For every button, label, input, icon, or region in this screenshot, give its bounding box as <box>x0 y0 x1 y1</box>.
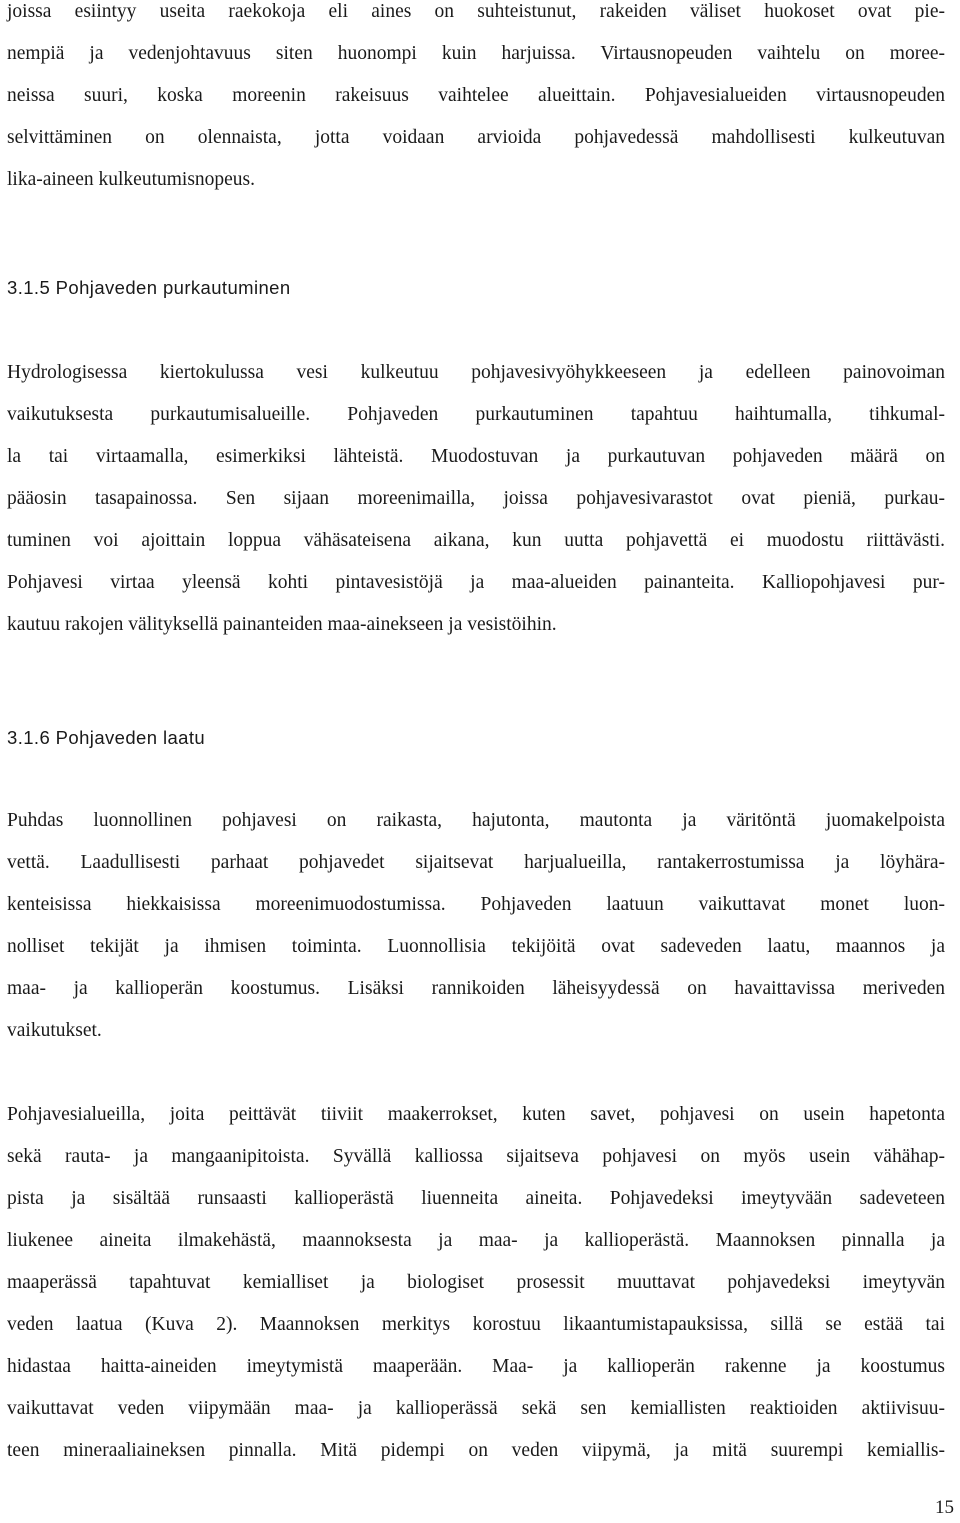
page-number: 15 <box>935 1497 954 1518</box>
paragraph-line: kautuu rakojen välityksellä painanteiden maa-ainekseen ja vesistöihin. <box>7 614 557 635</box>
paragraph-line: hidastaa haitta-aineiden imeytymistä maaperään. Maa- ja kallioperän rakenne ja koostumus <box>7 1356 945 1377</box>
section-heading: 3.1.6 Pohjaveden laatu <box>7 727 206 748</box>
paragraph-line: vettä. Laadullisesti parhaat pohjavedet sijaitsevat harjualueilla, rantakerrostumissa ja löyhära- <box>7 852 945 873</box>
paragraph-line: kenteisissa hiekkaisissa moreenimuodostumissa. Pohjaveden laatuun vaikuttavat monet luon- <box>7 894 945 915</box>
paragraph-line: maa- ja kallioperän koostumus. Lisäksi rannikoiden läheisyydessä on havaittavissa meriveden <box>7 978 945 999</box>
paragraph-line: teen mineraaliaineksen pinnalla. Mitä pidempi on veden viipymä, ja mitä suurempi kemiallis- <box>7 1440 945 1461</box>
paragraph-line: maaperässä tapahtuvat kemialliset ja biologiset prosessit muuttavat pohjavedeksi imeytyvän <box>7 1272 945 1293</box>
paragraph-line: vaikutukset. <box>7 1020 102 1041</box>
paragraph-line: Pohjavesialueilla, joita peittävät tiiviit maakerrokset, kuten savet, pohjavesi on usein hapetonta <box>7 1104 945 1125</box>
paragraph-line: tuminen voi ajoittain loppua vähäsateisena aikana, kun uutta pohjavettä ei muodostu riittävästi. <box>7 530 945 551</box>
paragraph-line: la tai virtaamalla, esimerkiksi lähteistä. Muodostuvan ja purkautuvan pohjaveden määrä on <box>7 446 945 467</box>
paragraph-line: Hydrologisessa kiertokulussa vesi kulkeutuu pohjavesivyöhykkeeseen ja edelleen painovoiman <box>7 362 945 383</box>
paragraph-line: veden laatua (Kuva 2). Maannoksen merkitys korostuu likaantumistapauksissa, sillä se estää tai <box>7 1314 945 1335</box>
paragraph-line: lika-aineen kulkeutumisnopeus. <box>7 169 256 190</box>
section-heading: 3.1.5 Pohjaveden purkautuminen <box>7 277 291 298</box>
paragraph-line: pääosin tasapainossa. Sen sijaan moreenimailla, joissa pohjavesivarastot ovat pieniä, purkau- <box>7 488 945 509</box>
paragraph-line: nempiä ja vedenjohtavuus siten huonompi kuin harjuissa. Virtausnopeuden vaihtelu on moree- <box>7 43 945 64</box>
paragraph-line: pista ja sisältää runsaasti kallioperästä liuenneita aineita. Pohjavedeksi imeytyvään sadeveteen <box>7 1188 945 1209</box>
paragraph-line: neissa suuri, koska moreenin rakeisuus vaihtelee alueittain. Pohjavesialueiden virtausnopeuden <box>7 85 945 106</box>
paragraph-line: vaikuttavat veden viipymään maa- ja kallioperässä sekä sen kemiallisten reaktioiden aktiivisuu- <box>7 1398 945 1419</box>
paragraph-line: Puhdas luonnollinen pohjavesi on raikasta, hajutonta, mautonta ja väritöntä juomakelpoista <box>7 810 945 831</box>
paragraph-line: liukenee aineita ilmakehästä, maannoksesta ja maa- ja kallioperästä. Maannoksen pinnalla ja <box>7 1230 945 1251</box>
paragraph-line: sekä rauta- ja mangaanipitoista. Syvällä kalliossa sijaitseva pohjavesi on myös usein vähähap- <box>7 1146 945 1167</box>
paragraph-line: selvittäminen on olennaista, jotta voidaan arvioida pohjavedessä mahdollisesti kulkeutuvan <box>7 127 945 148</box>
paragraph-line: joissa esiintyy useita raekokoja eli aines on suhteistunut, rakeiden väliset huokoset ovat pie- <box>7 1 945 22</box>
paragraph-line: Pohjavesi virtaa yleensä kohti pintavesistöjä ja maa-alueiden painanteita. Kalliopohjavesi pur- <box>7 572 945 593</box>
paragraph-line: vaikutuksesta purkautumisalueille. Pohjaveden purkautuminen tapahtuu haihtumalla, tihkumal- <box>7 404 945 425</box>
paragraph-line: nolliset tekijät ja ihmisen toiminta. Luonnollisia tekijöitä ovat sadeveden laatu, maannos ja <box>7 936 945 957</box>
